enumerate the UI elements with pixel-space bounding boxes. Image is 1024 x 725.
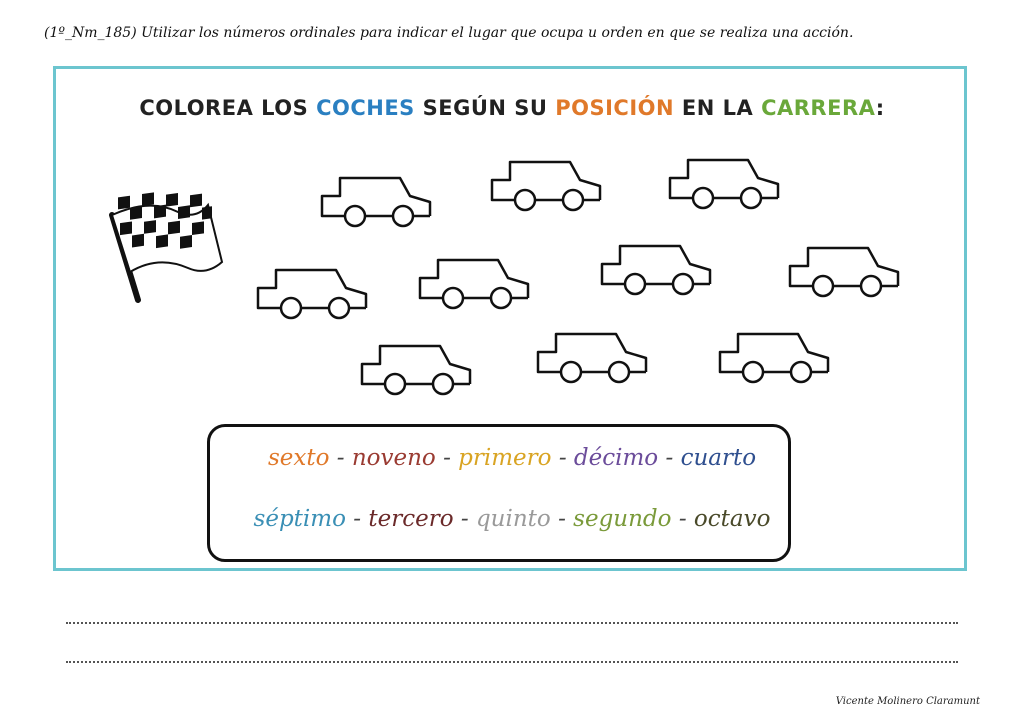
title-part: EN LA	[674, 96, 762, 120]
ordinal-word: primero	[458, 445, 552, 471]
car-icon	[670, 160, 778, 208]
car-icon	[362, 346, 470, 394]
ordinal-word: tercero	[368, 506, 454, 532]
title-posicion: POSICIÓN	[555, 96, 675, 120]
separator: -	[443, 445, 451, 471]
activity-header: (1º_Nm_185) Utilizar los números ordinales para indicar el lugar que ocupa u orden en que se realiza una acción.	[44, 25, 854, 41]
ordinal-word: décimo	[573, 445, 659, 471]
ordinal-word: noveno	[351, 445, 436, 471]
ordinal-word: segundo	[573, 506, 672, 532]
checkered-flag-icon	[112, 192, 222, 300]
separator: -	[336, 445, 345, 471]
answer-line[interactable]	[66, 622, 958, 624]
car-icon	[538, 334, 646, 382]
title-coches: COCHES	[316, 96, 415, 120]
ordinal-word: octavo	[693, 506, 771, 532]
car-icon	[790, 248, 898, 296]
title-part: SEGÚN SU	[414, 96, 556, 120]
ordinal-word: séptimo	[253, 506, 346, 532]
separator: -	[558, 445, 567, 471]
separator: -	[353, 506, 362, 532]
separator: -	[558, 506, 566, 532]
ordinal-word: quinto	[475, 506, 551, 532]
separator: -	[460, 506, 469, 532]
ordinal-word: cuarto	[680, 445, 757, 471]
car-icon	[492, 162, 600, 210]
separator: -	[678, 506, 687, 532]
answer-line[interactable]	[66, 661, 958, 663]
ordinal-row-1	[0, 445, 1024, 471]
title-part: COLOREA LOS	[139, 96, 317, 120]
title-colon: :	[875, 96, 885, 120]
ordinal-row-2	[0, 506, 1024, 532]
ordinal-word: sexto	[267, 445, 330, 471]
car-icon	[420, 260, 528, 308]
title-carrera: CARRERA	[761, 96, 876, 120]
separator: -	[665, 445, 674, 471]
car-icon	[322, 178, 430, 226]
car-icon	[258, 270, 366, 318]
car-icon	[602, 246, 710, 294]
author-credit: Vicente Molinero Claramunt	[835, 696, 980, 707]
car-icon	[720, 334, 828, 382]
